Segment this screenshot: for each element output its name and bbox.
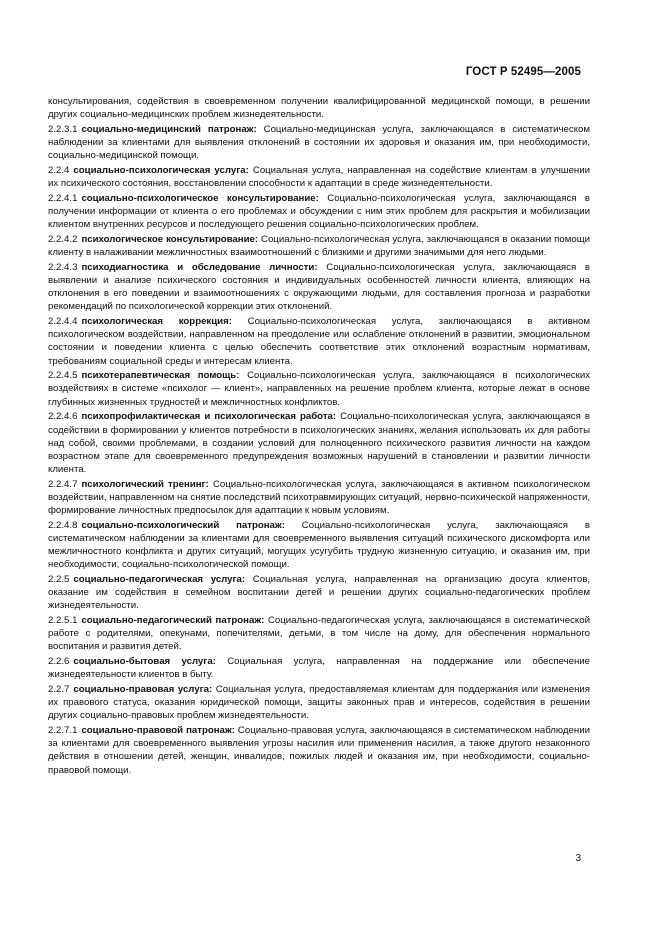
document-body [48,95,590,778]
clause-number: 2.2.4.8 [48,519,78,531]
term: психологическая коррекция: [81,316,232,328]
definition-text: Социальная услуга, направленная на содействие клиентам в улучшении их психического состояния, восстановлении способности к адаптации в среде жизнедеятельности. [48,164,590,190]
definition-text: Социально-правовая услуга, заключающаяся в систематическом наблюдении за клиентами для своевременного выявления угрозы насилия или применения насилия, а также другого незаконного действия в отношении детей, женщин, инвалидов, пожилых людей и оказания им, при необходимости, социально-правовой помощи. [48,725,590,776]
definition-2-2-3-1 [48,123,590,162]
definition-text: Социально-психологическая услуга, заключающаяся в содействии в формировании у клиентов потребности в психологических знаниях, желания использовать их для работы над собой, своими проблемами, в создании условий для полноценного психического развития личности на каждом возрастном этапе для своевременного предупреждения возможных нарушений в становлении и развитии личности клиента. [48,411,590,475]
definition-2-2-4-2 [48,233,590,259]
term: психологическое консультирование: [81,233,259,245]
term: психотерапевтическая помощь: [81,370,240,382]
definition-2-2-7-1 [48,724,590,777]
definition-text: Социальная услуга, направленная на организацию досуга клиентов, оказание им содействия в семейном воспитании детей и решении других социально-педагогических проблем жизнедеятельности. [48,574,591,612]
term: социально-педагогический патронаж: [81,615,265,627]
clause-number: 2.2.5.1 [48,615,78,627]
definition-text: Социально-медицинская услуга, заключающаяся в систематическом наблюдении за клиентами для выявления отклонений в состоянии их здоровья и оказания им, при необходимости, социально-медицинской помощи. [48,123,590,162]
definition-2-2-4-5 [48,369,590,408]
definition-2-2-4-4 [48,315,590,368]
definition-text: Социально-психологическая услуга, заключающаяся в оказании помощи клиенту в налаживании межличностных взаимоотношений с близкими и другими значимыми для него людьми. [48,233,590,259]
definition-2-2-4 [48,164,590,190]
definition-text: Социальная услуга, направленная на поддержание или обеспечение жизнедеятельности клиентов в быту. [48,656,591,681]
clause-number: 2.2.6 [48,656,70,668]
clause-number: 2.2.4.7 [48,478,78,490]
definition-text: Социально-психологическая услуга, заключающаяся в психологических воздействиях в системе «психолог — клиент», направленных на решение проблем клиента, которые лежат в основе глубинных жизненных трудностей и межличностных конфликтов. [48,370,591,408]
term: социально-медицинский патронаж: [81,123,257,135]
paragraph-text: консультирования, содействия в своевременном получении квалифицированной медицинской помощи, в решении других социально-медицинских проблем жизнедеятельности. [48,96,590,121]
term: социально-педагогическая услуга: [73,574,246,585]
clause-number: 2.2.4.5 [48,370,78,382]
definition-text: Социально-психологическая услуга, заключающаяся в получении информации от клиента о его проблемах и обсуждении с ним этих проблем для раскрытия и мобилизации клиентом внутренних ресурсов и последующего решения социально-психологических проблем. [48,192,590,231]
clause-number: 2.2.7.1 [48,725,78,737]
definition-2-2-7 [48,683,590,722]
term: социально-психологическая услуга: [73,164,249,176]
definition-2-2-4-8 [48,519,590,572]
clause-number: 2.2.3.1 [48,123,78,135]
definition-2-2-4-7 [48,478,590,517]
term: психопрофилактическая и психологическая работа: [81,411,337,423]
definition-2-2-4-6 [48,410,590,476]
clause-number: 2.2.4 [48,164,70,176]
standard-code-header: ГОСТ Р 52495—2005 [465,66,581,78]
clause-number: 2.2.4.4 [48,316,78,328]
definition-text: Социальная услуга, предоставляемая клиентам для поддержания или изменения их правового статуса, оказания юридической помощи, защиты законных прав и интересов, содействия в решении других социально-правовых проблем жизнедеятельности. [48,684,590,722]
term: социально-бытовая услуга: [73,656,216,668]
term: социально-правовой патронаж: [81,725,235,737]
definition-text: Социально-психологическая услуга, заключающаяся в систематическом наблюдении за клиентами для своевременного выявления ситуаций психического дискомфорта или межличностного конфликта и других ситуаций, могущих усугубить трудную жизненную ситуацию, и оказания им, при необходимости, социально-психологической помощи. [48,519,590,571]
definition-2-2-5 [48,573,590,612]
clause-number: 2.2.7 [48,684,70,696]
term: социально-психологический патронаж: [81,519,285,531]
term: социально-правовая услуга: [73,684,213,696]
definition-2-2-5-1 [48,614,590,653]
paragraph-continuation [48,95,590,121]
clause-number: 2.2.4.2 [48,233,78,245]
clause-number: 2.2.4.6 [48,411,78,423]
definition-2-2-4-3 [48,261,590,314]
clause-number: 2.2.4.1 [48,192,78,204]
clause-number: 2.2.5 [48,574,70,585]
definition-2-2-6 [48,655,590,681]
definition-text: Социально-психологическая услуга, заключающаяся в активном психологическом воздействии, направленном на снятие последствий психотравмирующих ситуаций, нервно-психической напряженности, формирование личностных предпосылок для адаптации к новым условиям. [48,478,591,517]
definition-text: Социально-педагогическая услуга, заключающаяся в систематической работе с родителями, опекунами, попечителями, детьми, в том числе на дому, для обеспечения нормального воспитания и развития детей. [48,615,590,653]
term: социально-психологическое консультирование: [81,192,319,204]
clause-number: 2.2.4.3 [48,261,78,273]
page-number: 3 [575,853,581,864]
term: психодиагностика и обследование личности: [81,261,318,273]
definition-2-2-4-1 [48,192,590,231]
term: психологический тренинг: [81,478,209,490]
definition-text: Социально-психологическая услуга, заключающаяся в активном психологическом воздействии, направленном на преодоление или ослабление отклонений в развитии, эмоциональном состоянии и поведении клиента с целью обеспечить соответствие этих отклонений возрастным нормативам, требованиям социальной среды и интересам клиента. [48,316,590,367]
definition-text: Социально-психологическая услуга, заключающаяся в выявлении и анализе психического состояния и индивидуальных особенностей личности клиента, влияющих на отклонения в его поведении и взаимоотношениях с окружающими людьми, для составления прогноза и разработки рекомендаций по психологической коррекции этих отклонений. [48,261,590,313]
